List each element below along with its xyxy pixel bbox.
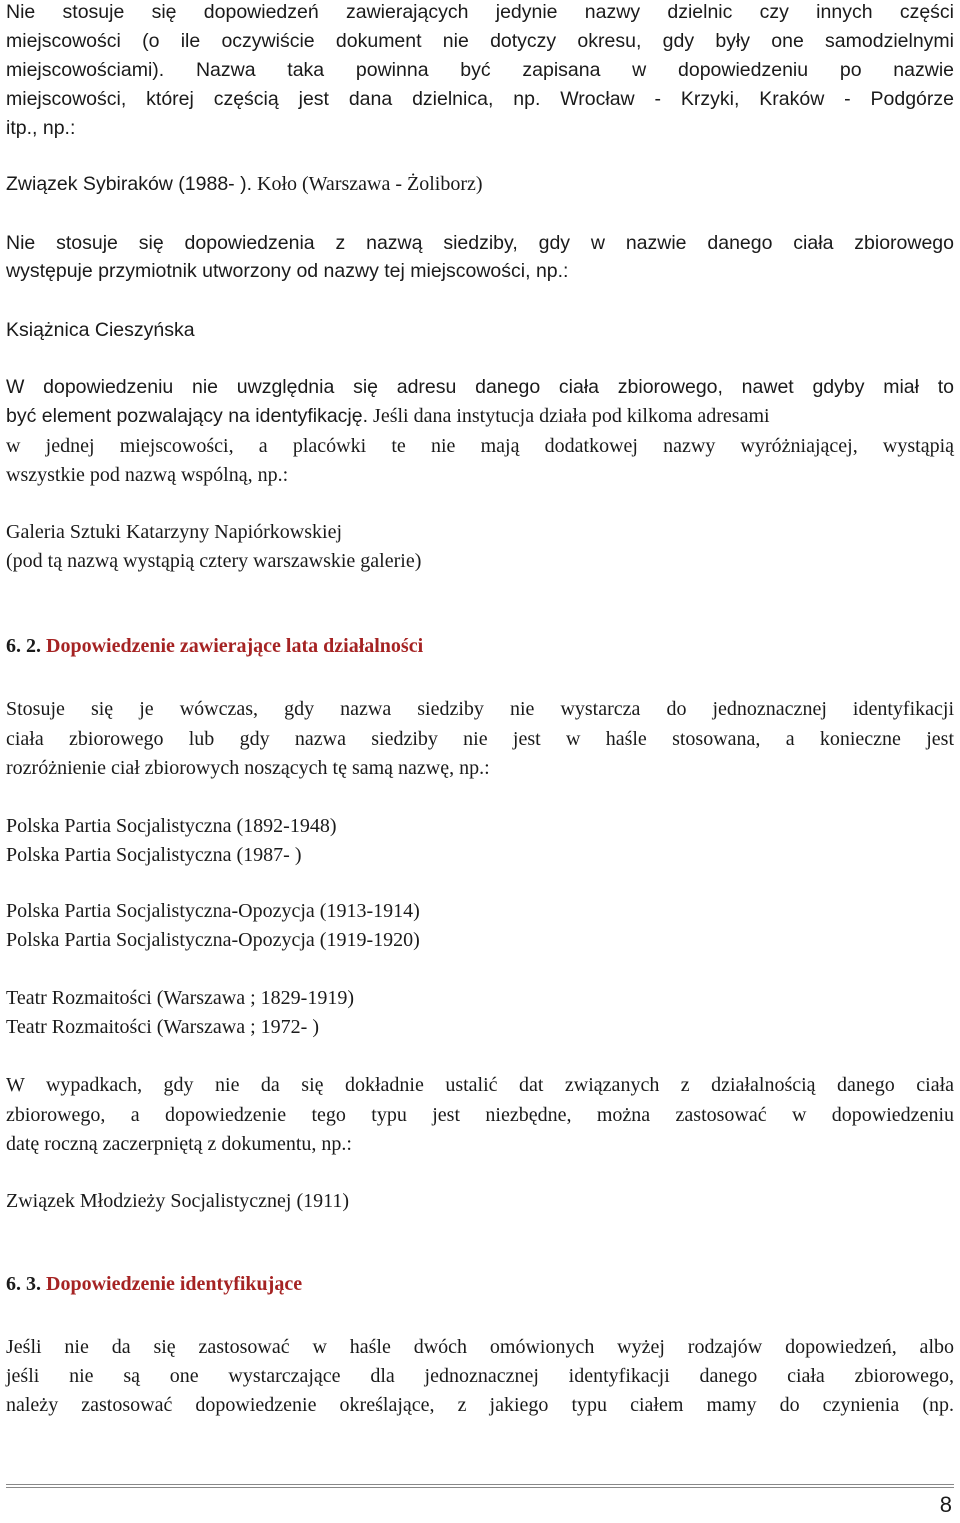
- example-part-serif: Koło (Warszawa - Żoliborz): [252, 173, 483, 195]
- section-6-3-heading: [6, 1272, 302, 1296]
- intro-line-3: miejscowościami). Nazwa taka powinna być zapisana w dopowiedzeniu po nazwie: [6, 59, 954, 81]
- address-line-3: w jednej miejscowości, a placówki te nie mają dodatkowej nazwy wyróżniającej, wystąpią: [6, 435, 954, 457]
- section-6-3-title: Dopowiedzenie identyfikujące: [41, 1273, 303, 1295]
- intro-line-4: miejscowości, której częścią jest dana dzielnica, np. Wrocław - Krzyki, Kraków - Podgórze: [6, 88, 954, 110]
- section-6-2-heading: [6, 634, 423, 658]
- city-adj-line-1: Nie stosuje się dopowiedzenia z nazwą siedziby, gdy w nazwie danego ciała zbiorowego: [6, 232, 954, 254]
- section-6-2-line-1: Stosuje się je wówczas, gdy nazwa siedziby nie wystarcza do jednoznacznej identyfikacji: [6, 698, 954, 720]
- example-pps-2: Polska Partia Socjalistyczna (1987- ): [6, 844, 302, 866]
- intro-line-5: itp., np.:: [6, 117, 76, 139]
- section-6-2-title: Dopowiedzenie zawierające lata działalności: [41, 635, 424, 657]
- address-line-2-sans: być element pozwalający na identyfikację.: [6, 405, 369, 427]
- example-ksiaznica: Książnica Cieszyńska: [6, 319, 195, 341]
- section-6-2-para2-line-2: zbiorowego, a dopowiedzenie tego typu jest niezbędne, można zastosować w dopowiedzeniu: [6, 1104, 954, 1126]
- example-pps-opozycja-2: Polska Partia Socjalistyczna-Opozycja (1919-1920): [6, 929, 420, 951]
- intro-line-2: miejscowości (o ile oczywiście dokument nie dotyczy okresu, gdy były one samodzielnymi: [6, 30, 954, 52]
- example-teatr-2: Teatr Rozmaitości (Warszawa ; 1972- ): [6, 1016, 319, 1038]
- city-adj-line-2: występuje przymiotnik utworzony od nazwy tej miejscowości, np.:: [6, 260, 569, 282]
- address-line-2-serif: Jeśli dana instytucja działa pod kilkoma adresami: [368, 405, 770, 427]
- example-galeria-line-2: (pod tą nazwą wystąpią cztery warszawskie galerie): [6, 550, 422, 572]
- address-line-1: W dopowiedzeniu nie uwzględnia się adresu danego ciała zbiorowego, nawet gdyby miał to: [6, 376, 954, 398]
- section-6-3-line-3: należy zastosować dopowiedzenie określające, z jakiego typu ciałem mamy do czynienia (np.: [6, 1394, 954, 1416]
- section-6-3-line-2: jeśli nie są one wystarczające dla jednoznacznej identyfikacji danego ciała zbiorowego,: [6, 1365, 954, 1387]
- page-number: 8: [939, 1492, 952, 1517]
- example-pps-1: Polska Partia Socjalistyczna (1892-1948): [6, 815, 337, 837]
- section-6-3-line-1: Jeśli nie da się zastosować w haśle dwóch omówionych wyżej rodzajów dopowiedzeń, albo: [6, 1336, 954, 1358]
- section-6-3-number: 6. 3.: [6, 1273, 41, 1295]
- section-6-2-line-3: rozróżnienie ciał zbiorowych noszących tę samą nazwę, np.:: [6, 757, 490, 779]
- section-6-2-number: 6. 2.: [6, 635, 41, 657]
- address-line-2: [6, 404, 954, 428]
- example-part-sans: Związek Sybiraków (1988- ).: [6, 173, 252, 195]
- example-zms: Związek Młodzieży Socjalistycznej (1911): [6, 1190, 350, 1212]
- address-line-4: wszystkie pod nazwą wspólną, np.:: [6, 464, 289, 486]
- footer-divider: [6, 1484, 954, 1485]
- example-teatr-1: Teatr Rozmaitości (Warszawa ; 1829-1919): [6, 987, 354, 1009]
- section-6-2-para2-line-3: datę roczną zaczerpniętą z dokumentu, np.:: [6, 1133, 352, 1155]
- section-6-2-para2-line-1: W wypadkach, gdy nie da się dokładnie ustalić dat związanych z działalnością danego ciała: [6, 1074, 954, 1096]
- example-pps-opozycja-1: Polska Partia Socjalistyczna-Opozycja (1913-1914): [6, 900, 420, 922]
- example-galeria-line-1: Galeria Sztuki Katarzyny Napiórkowskiej: [6, 521, 343, 543]
- section-6-2-line-2: ciała zbiorowego lub gdy nazwa siedziby nie jest w haśle stosowana, a konieczne jest: [6, 728, 954, 750]
- intro-line-1: Nie stosuje się dopowiedzeń zawierających jedynie nazwy dzielnic czy innych części: [6, 1, 954, 23]
- example-zwiazek-sybirakow: [6, 172, 954, 196]
- footer-divider-secondary: [6, 1487, 954, 1488]
